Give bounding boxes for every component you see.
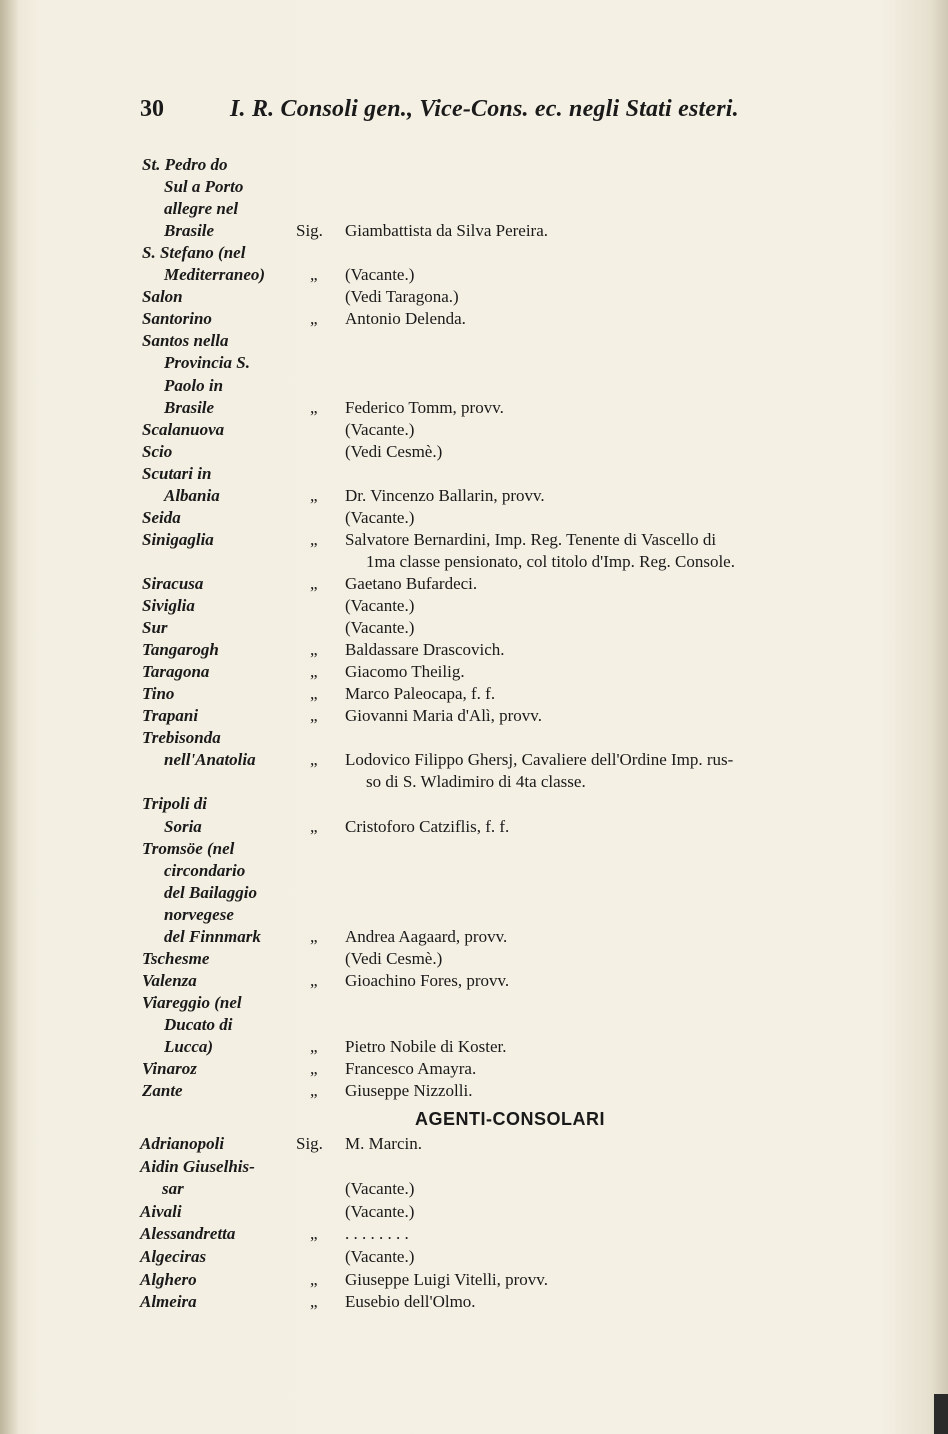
place-name: norvegese: [164, 904, 234, 924]
entry-row: [0, 904, 900, 926]
entry-row: [0, 948, 900, 970]
consul-name: Marco Paleocapa, f. f.: [345, 684, 496, 704]
consul-name: Eusebio dell'Olmo.: [345, 1292, 476, 1312]
place-name: Ducato di: [164, 1014, 233, 1034]
place-name: Tangarogh: [142, 640, 219, 660]
consul-name: so di S. Wladimiro di 4ta classe.: [366, 772, 586, 792]
ditto-mark: Sig.: [296, 1134, 323, 1153]
place-name: Tromsöe (nel: [142, 838, 235, 858]
place-name: Sinigaglia: [142, 529, 214, 549]
entry-row: [0, 176, 900, 198]
consul-name: (Vacante.): [345, 419, 415, 439]
place-name: Brasile: [164, 397, 215, 417]
entry-row: [0, 1269, 900, 1291]
consul-name: Federico Tomm, provv.: [345, 397, 504, 417]
consul-name: Giuseppe Nizzolli.: [345, 1081, 473, 1101]
entry-row: [0, 264, 900, 286]
place-name: Sur: [142, 618, 168, 638]
ditto-mark: „: [310, 265, 318, 285]
place-name: Seida: [142, 507, 181, 527]
consul-name: Giuseppe Luigi Vitelli, provv.: [345, 1269, 548, 1289]
consul-name: (Vacante.): [345, 596, 415, 615]
place-name: St. Pedro do: [142, 155, 228, 174]
place-name: Siviglia: [142, 596, 195, 615]
place-name: circondario: [164, 860, 246, 880]
place-name: del Bailaggio: [164, 882, 258, 902]
ditto-mark: „: [310, 970, 318, 990]
consul-name: (Vacante.): [345, 1247, 415, 1266]
entry-row: [0, 661, 900, 683]
place-name: Tripoli di: [142, 794, 208, 814]
consul-name: Gioachino Fores, provv.: [345, 970, 510, 990]
entry-row: [0, 419, 900, 441]
entry-row: [0, 551, 900, 573]
page-header: [140, 96, 820, 130]
entry-row: [0, 375, 900, 397]
entry-row: [0, 1201, 900, 1223]
ditto-mark: „: [310, 1292, 318, 1312]
ditto-mark: „: [310, 750, 318, 770]
consul-name: (Vedi Cesmè.): [345, 441, 443, 461]
place-name: Zante: [142, 1081, 183, 1101]
place-name: allegre nel: [164, 199, 239, 219]
consul-name: Pietro Nobile di Koster.: [345, 1037, 507, 1056]
place-name: Vinaroz: [142, 1059, 197, 1079]
entry-row: [0, 286, 900, 308]
entry-row: [0, 992, 900, 1014]
consul-name: (Vacante.): [345, 265, 415, 285]
page-number: 30: [140, 96, 164, 122]
place-name: Scalanuova: [142, 419, 225, 439]
consul-name: Giambattista da Silva Pereira.: [345, 221, 548, 241]
place-name: del Finnmark: [164, 926, 261, 946]
ditto-mark: „: [310, 1224, 318, 1244]
place-name: S. Stefano (nel: [142, 243, 246, 263]
consul-name: . . . . . . . .: [345, 1224, 409, 1244]
consul-name: (Vacante.): [345, 1201, 415, 1221]
entry-row: [0, 1080, 900, 1102]
entry-row: [0, 397, 900, 419]
ditto-mark: „: [310, 684, 318, 704]
entry-row: [0, 198, 900, 220]
consul-name: (Vacante.): [345, 1179, 415, 1199]
page-corner-mark: [934, 1394, 948, 1434]
consul-name: 1ma classe pensionato, col titolo d'Imp. Reg. Console.: [366, 551, 735, 571]
entry-row: [0, 970, 900, 992]
entry-row: [0, 1291, 900, 1313]
consul-name: Cristoforo Catziflis, f. f.: [345, 816, 510, 836]
place-name: Siracusa: [142, 573, 204, 593]
entry-row: [0, 308, 900, 330]
entry-row: [0, 1156, 900, 1178]
consul-name: Lodovico Filippo Ghersj, Cavaliere dell'Ordine Imp. rus-: [345, 750, 734, 770]
place-name: Alghero: [140, 1269, 197, 1289]
consul-name: (Vedi Cesmè.): [345, 948, 443, 968]
ditto-mark: „: [310, 1059, 318, 1079]
ditto-mark: Sig.: [296, 221, 323, 241]
place-name: Adrianopoli: [140, 1134, 225, 1153]
ditto-mark: „: [310, 662, 318, 682]
consul-name: (Vedi Taragona.): [345, 287, 459, 307]
place-name: Mediterraneo): [164, 265, 266, 285]
ditto-mark: „: [310, 529, 318, 549]
consul-name: Antonio Delenda.: [345, 309, 466, 329]
place-name: Aivali: [140, 1201, 182, 1221]
place-name: Soria: [164, 816, 202, 836]
place-name: Scio: [142, 441, 173, 461]
place-name: Tschesme: [142, 948, 210, 968]
entry-row: [0, 529, 900, 551]
entry-row: [0, 1246, 900, 1268]
consul-name: Andrea Aagaard, provv.: [345, 926, 508, 946]
place-name: Paolo in: [164, 375, 224, 395]
place-name: Santos nella: [142, 331, 229, 351]
place-name: Viareggio (nel: [142, 992, 242, 1012]
entry-row: [0, 463, 900, 485]
place-name: Albania: [164, 485, 220, 505]
entry-row: [0, 705, 900, 727]
place-name: Lucca): [164, 1037, 214, 1056]
place-name: Scutari in: [142, 463, 212, 483]
place-name: Sul a Porto: [164, 177, 244, 197]
place-name: sar: [162, 1179, 184, 1199]
entry-row: [0, 882, 900, 904]
entry-row: [0, 617, 900, 639]
place-name: Valenza: [142, 970, 197, 990]
section-title: AGENTI-CONSOLARI: [415, 1109, 605, 1129]
entry-row: [0, 507, 900, 529]
ditto-mark: „: [310, 397, 318, 417]
ditto-mark: „: [310, 640, 318, 660]
entry-row: [0, 749, 900, 771]
place-name: Taragona: [142, 662, 210, 682]
entry-row: [0, 838, 900, 860]
entry-row: [0, 154, 900, 176]
entry-row: [0, 1133, 900, 1155]
place-name: nell'Anatolia: [164, 750, 256, 770]
consul-name: Salvatore Bernardini, Imp. Reg. Tenente di Vascello di: [345, 529, 717, 549]
place-name: Brasile: [164, 221, 215, 241]
ditto-mark: „: [310, 485, 318, 505]
consul-name: Francesco Amayra.: [345, 1059, 477, 1079]
place-name: Trapani: [142, 706, 199, 726]
entry-row: [0, 860, 900, 882]
entry-row: [0, 1014, 900, 1036]
place-name: Almeira: [140, 1292, 197, 1312]
ditto-mark: „: [310, 1037, 318, 1056]
consul-name: Giovanni Maria d'Alì, provv.: [345, 706, 542, 726]
ditto-mark: „: [310, 816, 318, 836]
consul-name: (Vacante.): [345, 507, 415, 527]
entry-row: [0, 816, 900, 838]
entry-row: [0, 220, 900, 242]
entry-row: [0, 1223, 900, 1245]
place-name: Alessandretta: [140, 1224, 236, 1244]
entry-row: [0, 573, 900, 595]
consul-name: Gaetano Bufardeci.: [345, 573, 478, 593]
entry-row: [0, 595, 900, 617]
entry-row: [0, 771, 900, 793]
entry-row: [0, 926, 900, 948]
ditto-mark: „: [310, 1081, 318, 1101]
page-title: I. R. Consoli gen., Vice-Cons. ec. negli Stati esteri.: [230, 96, 739, 122]
entry-row: [0, 1178, 900, 1200]
consul-name: Dr. Vincenzo Ballarin, provv.: [345, 485, 545, 505]
entry-row: [0, 485, 900, 507]
consul-name: M. Marcin.: [345, 1134, 422, 1153]
ditto-mark: „: [310, 309, 318, 329]
ditto-mark: „: [310, 926, 318, 946]
place-name: Trebisonda: [142, 728, 221, 748]
ditto-mark: „: [310, 706, 318, 726]
place-name: Algeciras: [140, 1247, 207, 1266]
entry-row: [0, 683, 900, 705]
entry-row: [0, 242, 900, 264]
entry-row: [0, 727, 900, 749]
entry-row: [0, 1058, 900, 1080]
place-name: Aidin Giuselhis-: [140, 1156, 255, 1176]
entry-row: [0, 352, 900, 374]
place-name: Salon: [142, 287, 183, 307]
entry-row: [0, 639, 900, 661]
ditto-mark: „: [310, 573, 318, 593]
consul-name: (Vacante.): [345, 618, 415, 638]
ditto-mark: „: [310, 1269, 318, 1289]
place-name: Santorino: [142, 309, 212, 329]
entry-row: [0, 1036, 900, 1058]
consul-name: Baldassare Drascovich.: [345, 640, 505, 660]
entry-row: [0, 793, 900, 815]
entry-row: [0, 330, 900, 352]
place-name: Tino: [142, 684, 175, 704]
consul-name: Giacomo Theilig.: [345, 662, 465, 682]
entry-row: [0, 441, 900, 463]
place-name: Provincia S.: [164, 353, 250, 373]
